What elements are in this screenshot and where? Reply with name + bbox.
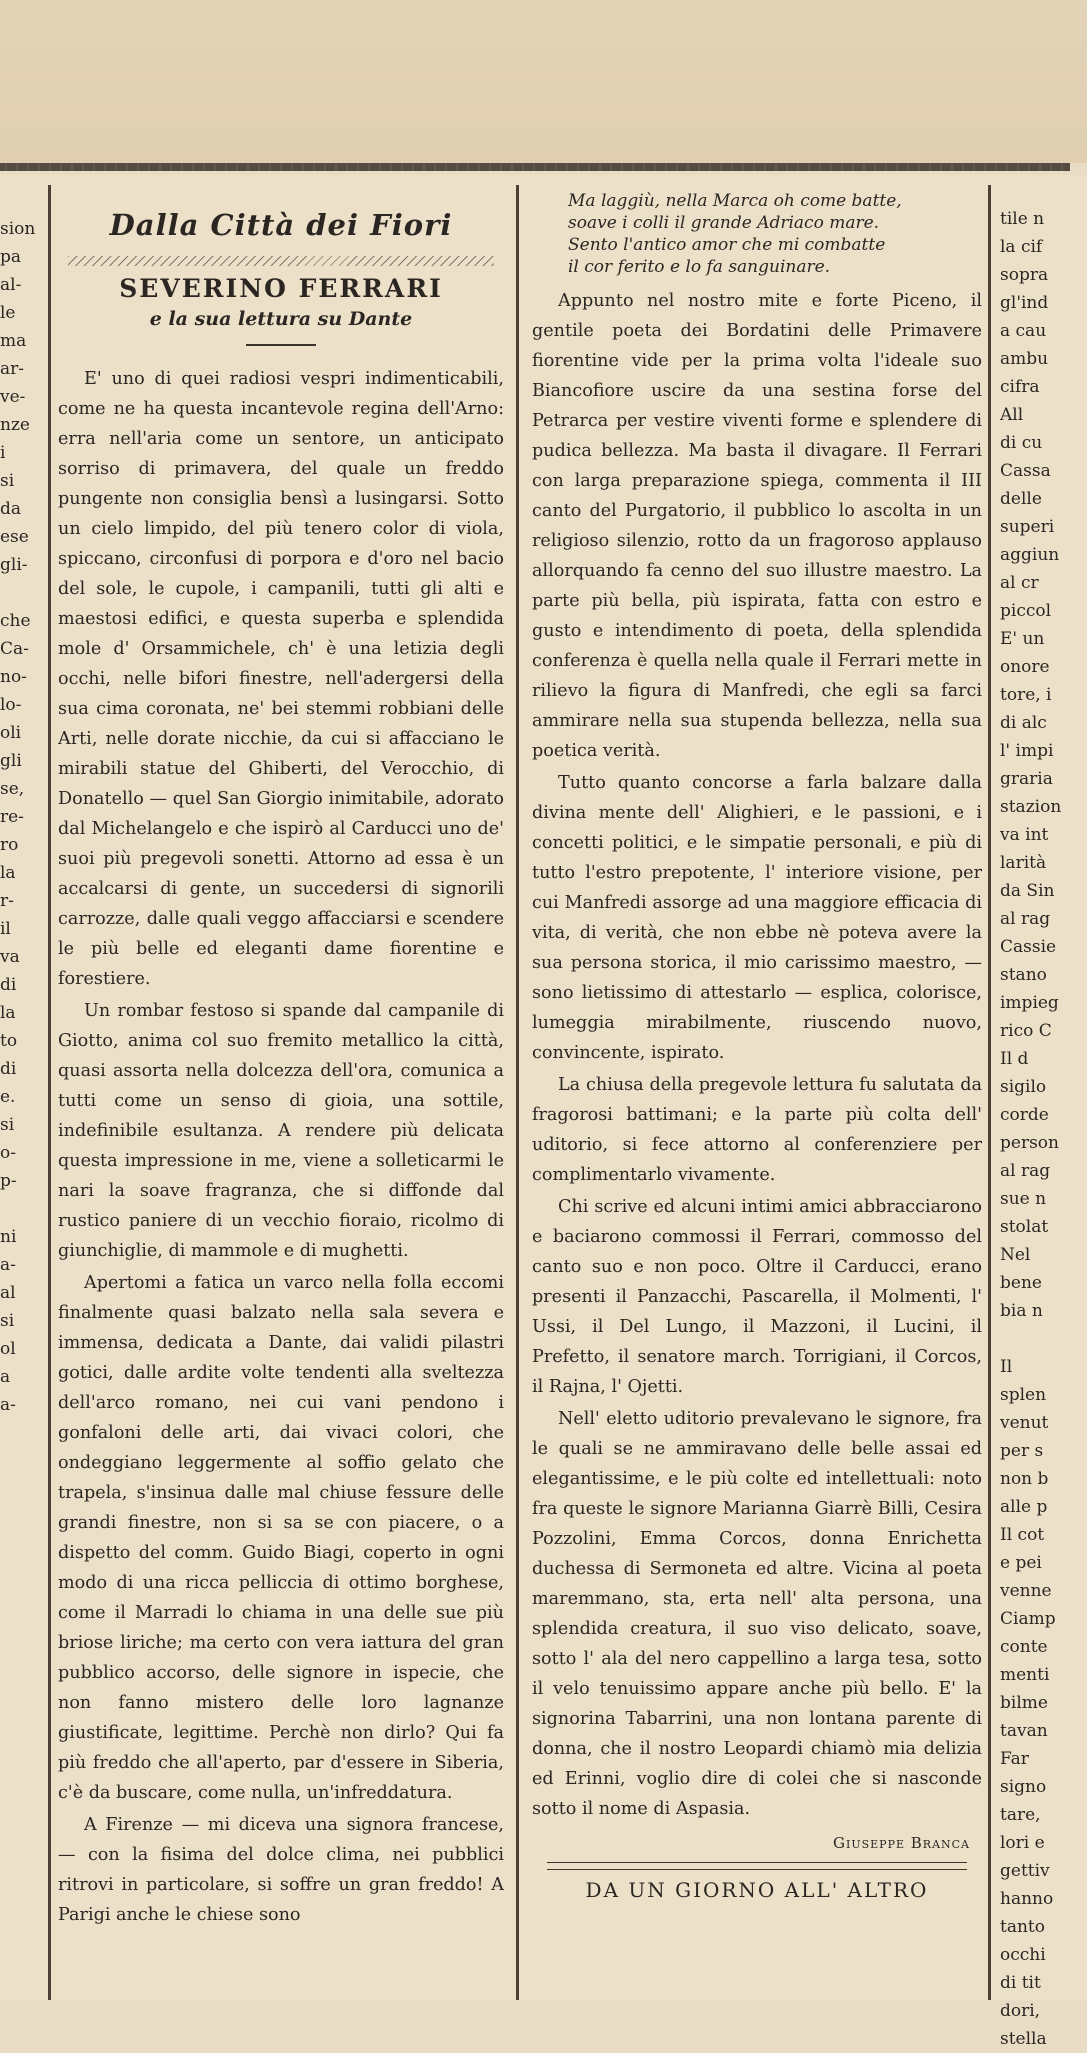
edge-line: [0, 1195, 40, 1223]
edge-line: stazion: [1000, 797, 1062, 817]
article-end-rule: [547, 1862, 967, 1870]
edge-line: ma: [0, 331, 27, 351]
edge-line: [0, 1811, 40, 1839]
edge-line: al rag: [1000, 909, 1051, 929]
edge-line: [0, 1839, 40, 1867]
edge-line: la: [0, 1003, 16, 1023]
edge-line: al rag: [1000, 1161, 1051, 1181]
edge-line: al-: [0, 275, 22, 295]
edge-line: i: [0, 443, 6, 463]
article-column-2: [532, 190, 982, 1902]
edge-line: si: [0, 1311, 15, 1331]
edge-line: person: [1000, 1133, 1059, 1153]
edge-line: larità: [1000, 853, 1047, 873]
edge-line: signo: [1000, 1777, 1047, 1797]
edge-line: All: [1000, 405, 1024, 425]
article-column-1: [58, 190, 504, 1930]
edge-line: [0, 1783, 40, 1811]
edge-line: sue n: [1000, 1189, 1047, 1209]
edge-line: Ciamp: [1000, 1609, 1056, 1629]
edge-line: Cassie: [1000, 937, 1057, 957]
author-signature: Giuseppe Branca: [833, 1834, 970, 1852]
edge-line: bilme: [1000, 1693, 1048, 1713]
edge-line: e pei: [1000, 1553, 1042, 1573]
edge-line: ol: [0, 1339, 16, 1359]
edge-line: [0, 1951, 40, 1979]
edge-line: splen: [1000, 1385, 1047, 1405]
edge-line: ro: [0, 835, 19, 855]
edge-line: la cif: [1000, 237, 1043, 257]
edge-line: Nel: [1000, 1245, 1031, 1265]
edge-line: bia n: [1000, 1301, 1043, 1321]
edge-line: [0, 1671, 40, 1699]
edge-line: Ca-: [0, 639, 29, 659]
edge-line: per s: [1000, 1441, 1044, 1461]
article-paragraph: Apertomi a fatica un varco nella folla eccomi finalmente quasi balzato nella sala severa e immensa, dedicata a Dante, dai validi pilastri gotici, dalle ardite volte tendenti alla sveltezza dell'arco romano, nei cui vani pendono i gonfaloni delle arti, dai vivaci colori, che ondeggiano leggermente al soffio gelato che trapela, s'insinua dalle mal chiuse fessure delle grandi finestre, non si sa se con piacere, o a dispetto del comm. Guido Biagi, coperto in ogni modo di una ricca pelliccia di ottimo borghese, come il Marradi lo chiama in una delle sue più briose liriche; ma certo con vera iattura del gran pubblico accorso, delle signore in ispecie, che non fanno mistero delle loro lagnanze giustificate, legittime. Perchè non dirlo? Qui fa più freddo che all'aperto, par d'essere in Siberia, c'è da buscare, come nulla, un'infreddatura.: [58, 1273, 504, 1803]
article-paragraph: Nell' eletto uditorio prevalevano le signore, fra le quali se ne ammiravano delle belle assai ed elegantissime, e le più colte ed intellettuali: noto fra queste le signore Marianna Giarrè Billi, Cesira Pozzolini, Emma Corcos, donna Enrichetta duchessa di Sermoneta ed altre. Vicina al poeta maremmano, sta, erta nell' alta persona, una splendida creatura, il suo viso delicato, soave, sotto l' ala del nero cappellino a larga tesa, sotto il velo tenuissimo appare anche più bello. E' la signorina Tabarrini, una non lontana parente di donna, che il nostro Leopardi chiamò mia delizia ed Erinni, voglio dire di colei che si nasconde sotto il nome di Aspasia.: [532, 1409, 982, 1819]
edge-line: a-: [0, 1255, 16, 1275]
paper-top-margin: [0, 0, 1087, 163]
ornamental-divider: [68, 256, 494, 266]
edge-line: tanto: [1000, 1917, 1045, 1937]
verse-line: Ma laggiù, nella Marca oh come batte,: [568, 191, 902, 211]
edge-line: E' un: [1000, 629, 1045, 649]
edge-line: sigilo: [1000, 1077, 1047, 1097]
edge-line: si: [0, 1115, 15, 1135]
edge-line: bene: [1000, 1273, 1042, 1293]
edge-line: non b: [1000, 1469, 1049, 1489]
column-rule: [48, 185, 51, 2000]
edge-line: ve-: [0, 387, 26, 407]
edge-line: se,: [0, 779, 25, 799]
edge-line: si: [0, 471, 15, 491]
edge-line: di cu: [1000, 433, 1043, 453]
edge-line: stella: [1000, 2029, 1047, 2049]
edge-line: gli: [0, 751, 22, 771]
edge-line: [0, 1587, 40, 1615]
article-paragraph: Appunto nel nostro mite e forte Piceno, il gentile poeta dei Bordatini delle Primavere fiorentine vide per la prima volta l'ideale suo Biancofiore uscire da una sestina forse del Petrarca per vestire viventi forme e splendere di pudica bellezza. Ma basta il divagare. Il Ferrari con larga preparazione spiega, commenta il III canto del Purgatorio, il pubblico lo ascolta in un religioso silenzio, rotto da un fragoroso applauso allorquando fa cenno del suo illustre maestro. La parte più bella, più ispirata, fatta con estro e gusto e intendimento di poeta, della splendida conferenza è quella nella quale il Ferrari mette in rilievo la figura di Manfredi, che egli sa farci ammirare nella sua stupenda bellezza, nella sua poetica verità.: [532, 291, 982, 761]
edge-line: di: [0, 975, 17, 995]
edge-line: lo-: [0, 695, 22, 715]
edge-line: da Sin: [1000, 881, 1055, 901]
edge-line: va int: [1000, 825, 1049, 845]
edge-line: [0, 1643, 40, 1671]
edge-line: l' impi: [1000, 741, 1054, 761]
column-rule: [516, 185, 519, 2000]
edge-line: venut: [1000, 1413, 1049, 1433]
section-masthead: Dalla Città dei Fiori: [109, 208, 453, 242]
edge-line: re-: [0, 807, 24, 827]
article-body-col2: [532, 286, 982, 1824]
edge-line: Cassa: [1000, 461, 1051, 481]
verse-line: Sento l'antico amor che mi combatte: [568, 235, 886, 255]
edge-line: [0, 1755, 40, 1783]
edge-line: aggiun: [1000, 545, 1060, 565]
article-headline: SEVERINO FERRARI: [119, 274, 443, 303]
edge-line: il: [0, 919, 11, 939]
left-edge-column: [0, 215, 40, 2007]
verse-line: il cor ferito e lo fa sanguinare.: [568, 257, 831, 277]
edge-line: [0, 1895, 40, 1923]
edge-line: di alc: [1000, 713, 1047, 733]
edge-line: venne: [1000, 1581, 1052, 1601]
edge-line: che: [0, 611, 31, 631]
edge-line: da: [0, 499, 22, 519]
edge-line: no-: [0, 667, 27, 687]
edge-line: stolat: [1000, 1217, 1049, 1237]
edge-line: ar-: [0, 359, 25, 379]
edge-line: rico C: [1000, 1021, 1052, 1041]
edge-line: [0, 1979, 40, 2007]
edge-line: va: [0, 947, 20, 967]
edge-line: gettiv: [1000, 1861, 1050, 1881]
edge-line: Il d: [1000, 1049, 1029, 1069]
edge-line: hanno: [1000, 1889, 1054, 1909]
edge-line: corde: [1000, 1105, 1049, 1125]
left-edge-text: [0, 215, 40, 2007]
article-paragraph: Un rombar festoso si spande dal campanile di Giotto, anima col suo fremito metallico la città, quasi assorta nella dolcezza dell'ora, comunica a tutti come un senso di gioia, una sottile, indefinibile esultanza. A rendere più delicata questa impressione in me, viene a solleticarmi le nari la soave fragranza, che si diffonde dal rustico paniere di un vecchio fioraio, ricolmo di giunchiglie, di mammole e di mughetti.: [58, 1001, 504, 1261]
edge-line: r-: [0, 891, 14, 911]
edge-line: [0, 1503, 40, 1531]
short-divider: [246, 344, 316, 346]
edge-line: ambu: [1000, 349, 1049, 369]
edge-line: impieg: [1000, 993, 1059, 1013]
right-edge-column: [1000, 205, 1087, 2053]
edge-line: [0, 1475, 40, 1503]
column-rule: [988, 185, 991, 2000]
edge-line: ese: [0, 527, 29, 547]
edge-line: stano: [1000, 965, 1047, 985]
edge-line: le: [0, 303, 16, 323]
edge-line: conte: [1000, 1637, 1048, 1657]
edge-line: [0, 1727, 40, 1755]
edge-line: e.: [0, 1087, 16, 1107]
quoted-verses: [532, 190, 982, 278]
edge-line: [0, 1867, 40, 1895]
edge-line: Il: [1000, 1357, 1013, 1377]
edge-line: gl'ind: [1000, 293, 1049, 313]
article-paragraph: Tutto quanto concorse a farla balzare dalla divina mente dell' Alighieri, e le passioni, e i concetti politici, e le simpatie personali, e più di tutto l'estro prepotente, l' interiore visione, per cui Manfredi assorge ad una maggiore efficacia di vita, di verità, che non ebbe nè poteva avere la sua persona storica, il mio carissimo maestro, — sono lietissimo di attestarlo — esplica, colorisce, lumeggia mirabilmente, riuscendo nuovo, convincente, ispirato.: [532, 773, 982, 1063]
edge-line: menti: [1000, 1665, 1050, 1685]
verse-line: soave i colli il grande Adriaco mare.: [568, 213, 880, 233]
edge-line: a: [0, 1367, 11, 1387]
edge-line: tare,: [1000, 1805, 1041, 1825]
edge-line: al cr: [1000, 573, 1039, 593]
edge-line: gli-: [0, 555, 28, 575]
edge-line: ni: [0, 1227, 17, 1247]
edge-line: sopra: [1000, 265, 1049, 285]
article-paragraph: E' uno di quei radiosi vespri indimenticabili, come ne ha questa incantevole regina dell'Arno: erra nell'aria come un sentore, un anticipato sorriso di primavera, del quale un freddo pungente non consiglia bensì a lusingarsi. Sotto un cielo limpido, del più tenero color di viola, spiccano, circonfusi di porpora e d'oro nel bacio del sole, le cupole, i campanili, tutti gli alti e maestosi edifici, e questa superba e splendida mole d' Orsammichele, ch' è una letizia degli occhi, nelle bifori finestre, nell'adergersi della sua cima coronata, ne' bei stemmi robbiani delle Arti, nelle dorate nicchie, da cui si affacciano le mirabili statue del Ghiberti, del Verocchio, di Donatello — quel San Giorgio inimitabile, adorato dal Michelangelo e che ispirò al Carducci uno de' suoi più pregevoli sonetti. Attorno ad essa è un accalcarsi di gente, un succedersi di signorili carrozze, dalle quali veggo affacciarsi e scendere le più belle ed eleganti dame fiorentine e forestiere.: [58, 369, 504, 989]
article-body-col1: [58, 364, 504, 1930]
edge-line: [0, 579, 40, 607]
edge-line: cifra: [1000, 377, 1040, 397]
edge-line: alle p: [1000, 1497, 1048, 1517]
article-paragraph: La chiusa della pregevole lettura fu salutata da fragorosi battimani; e la parte più colta dell' uditorio, si fece attorno al conferenziere per complimentarlo vivamente.: [532, 1075, 982, 1185]
edge-line: tore, i: [1000, 685, 1052, 705]
edge-line: p-: [0, 1171, 17, 1191]
edge-line: sion: [0, 219, 36, 239]
edge-line: lori e: [1000, 1833, 1045, 1853]
right-edge-text: [1000, 205, 1087, 2053]
edge-line: di: [0, 1059, 17, 1079]
edge-line: a cau: [1000, 321, 1047, 341]
edge-line: tavan: [1000, 1721, 1048, 1741]
edge-line: onore: [1000, 657, 1050, 677]
edge-line: nze: [0, 415, 30, 435]
edge-line: Far: [1000, 1749, 1029, 1769]
edge-line: al: [0, 1283, 16, 1303]
edge-line: [0, 1615, 40, 1643]
edge-line: graria: [1000, 769, 1053, 789]
edge-line: [0, 1923, 40, 1951]
next-article-heading: DA UN GIORNO ALL' ALTRO: [585, 1878, 929, 1902]
edge-line: occhi: [1000, 1945, 1046, 1965]
edge-line: piccol: [1000, 601, 1052, 621]
edge-line: superi: [1000, 517, 1055, 537]
article-paragraph: Chi scrive ed alcuni intimi amici abbracciarono e baciarono commossi il Ferrari, commosso del canto suo e non poco. Oltre il Carducci, erano presenti il Panzacchi, Pascarella, il Molmenti, l' Ussi, il Del Lungo, il Mazzoni, il Lucini, il Prefetto, il senatore march. Torrigiani, il Corcos, il Rajna, l' Ojetti.: [532, 1197, 982, 1397]
edge-line: [0, 1531, 40, 1559]
edge-line: oli: [0, 723, 22, 743]
edge-line: Il cot: [1000, 1525, 1045, 1545]
edge-line: [0, 1447, 40, 1475]
edge-line: [1000, 1325, 1087, 1353]
edge-line: dori,: [1000, 2001, 1041, 2021]
edge-line: di tit: [1000, 1973, 1041, 1993]
article-subhead: e la sua lettura su Dante: [149, 308, 413, 330]
edge-line: to: [0, 1031, 18, 1051]
edge-line: [0, 1419, 40, 1447]
edge-line: [0, 1559, 40, 1587]
edge-line: [0, 1699, 40, 1727]
edge-line: la: [0, 863, 16, 883]
article-paragraph: A Firenze — mi diceva una signora francese, — con la fisima del dolce clima, nei pubblici ritrovi in particolare, si soffre un gran freddo! A Parigi anche le chiese sono: [58, 1815, 504, 1925]
edge-line: a-: [0, 1395, 16, 1415]
edge-line: delle: [1000, 489, 1042, 509]
edge-line: o-: [0, 1143, 16, 1163]
masthead-rule: [0, 163, 1070, 171]
edge-line: pa: [0, 247, 22, 267]
edge-line: tile n: [1000, 209, 1045, 229]
